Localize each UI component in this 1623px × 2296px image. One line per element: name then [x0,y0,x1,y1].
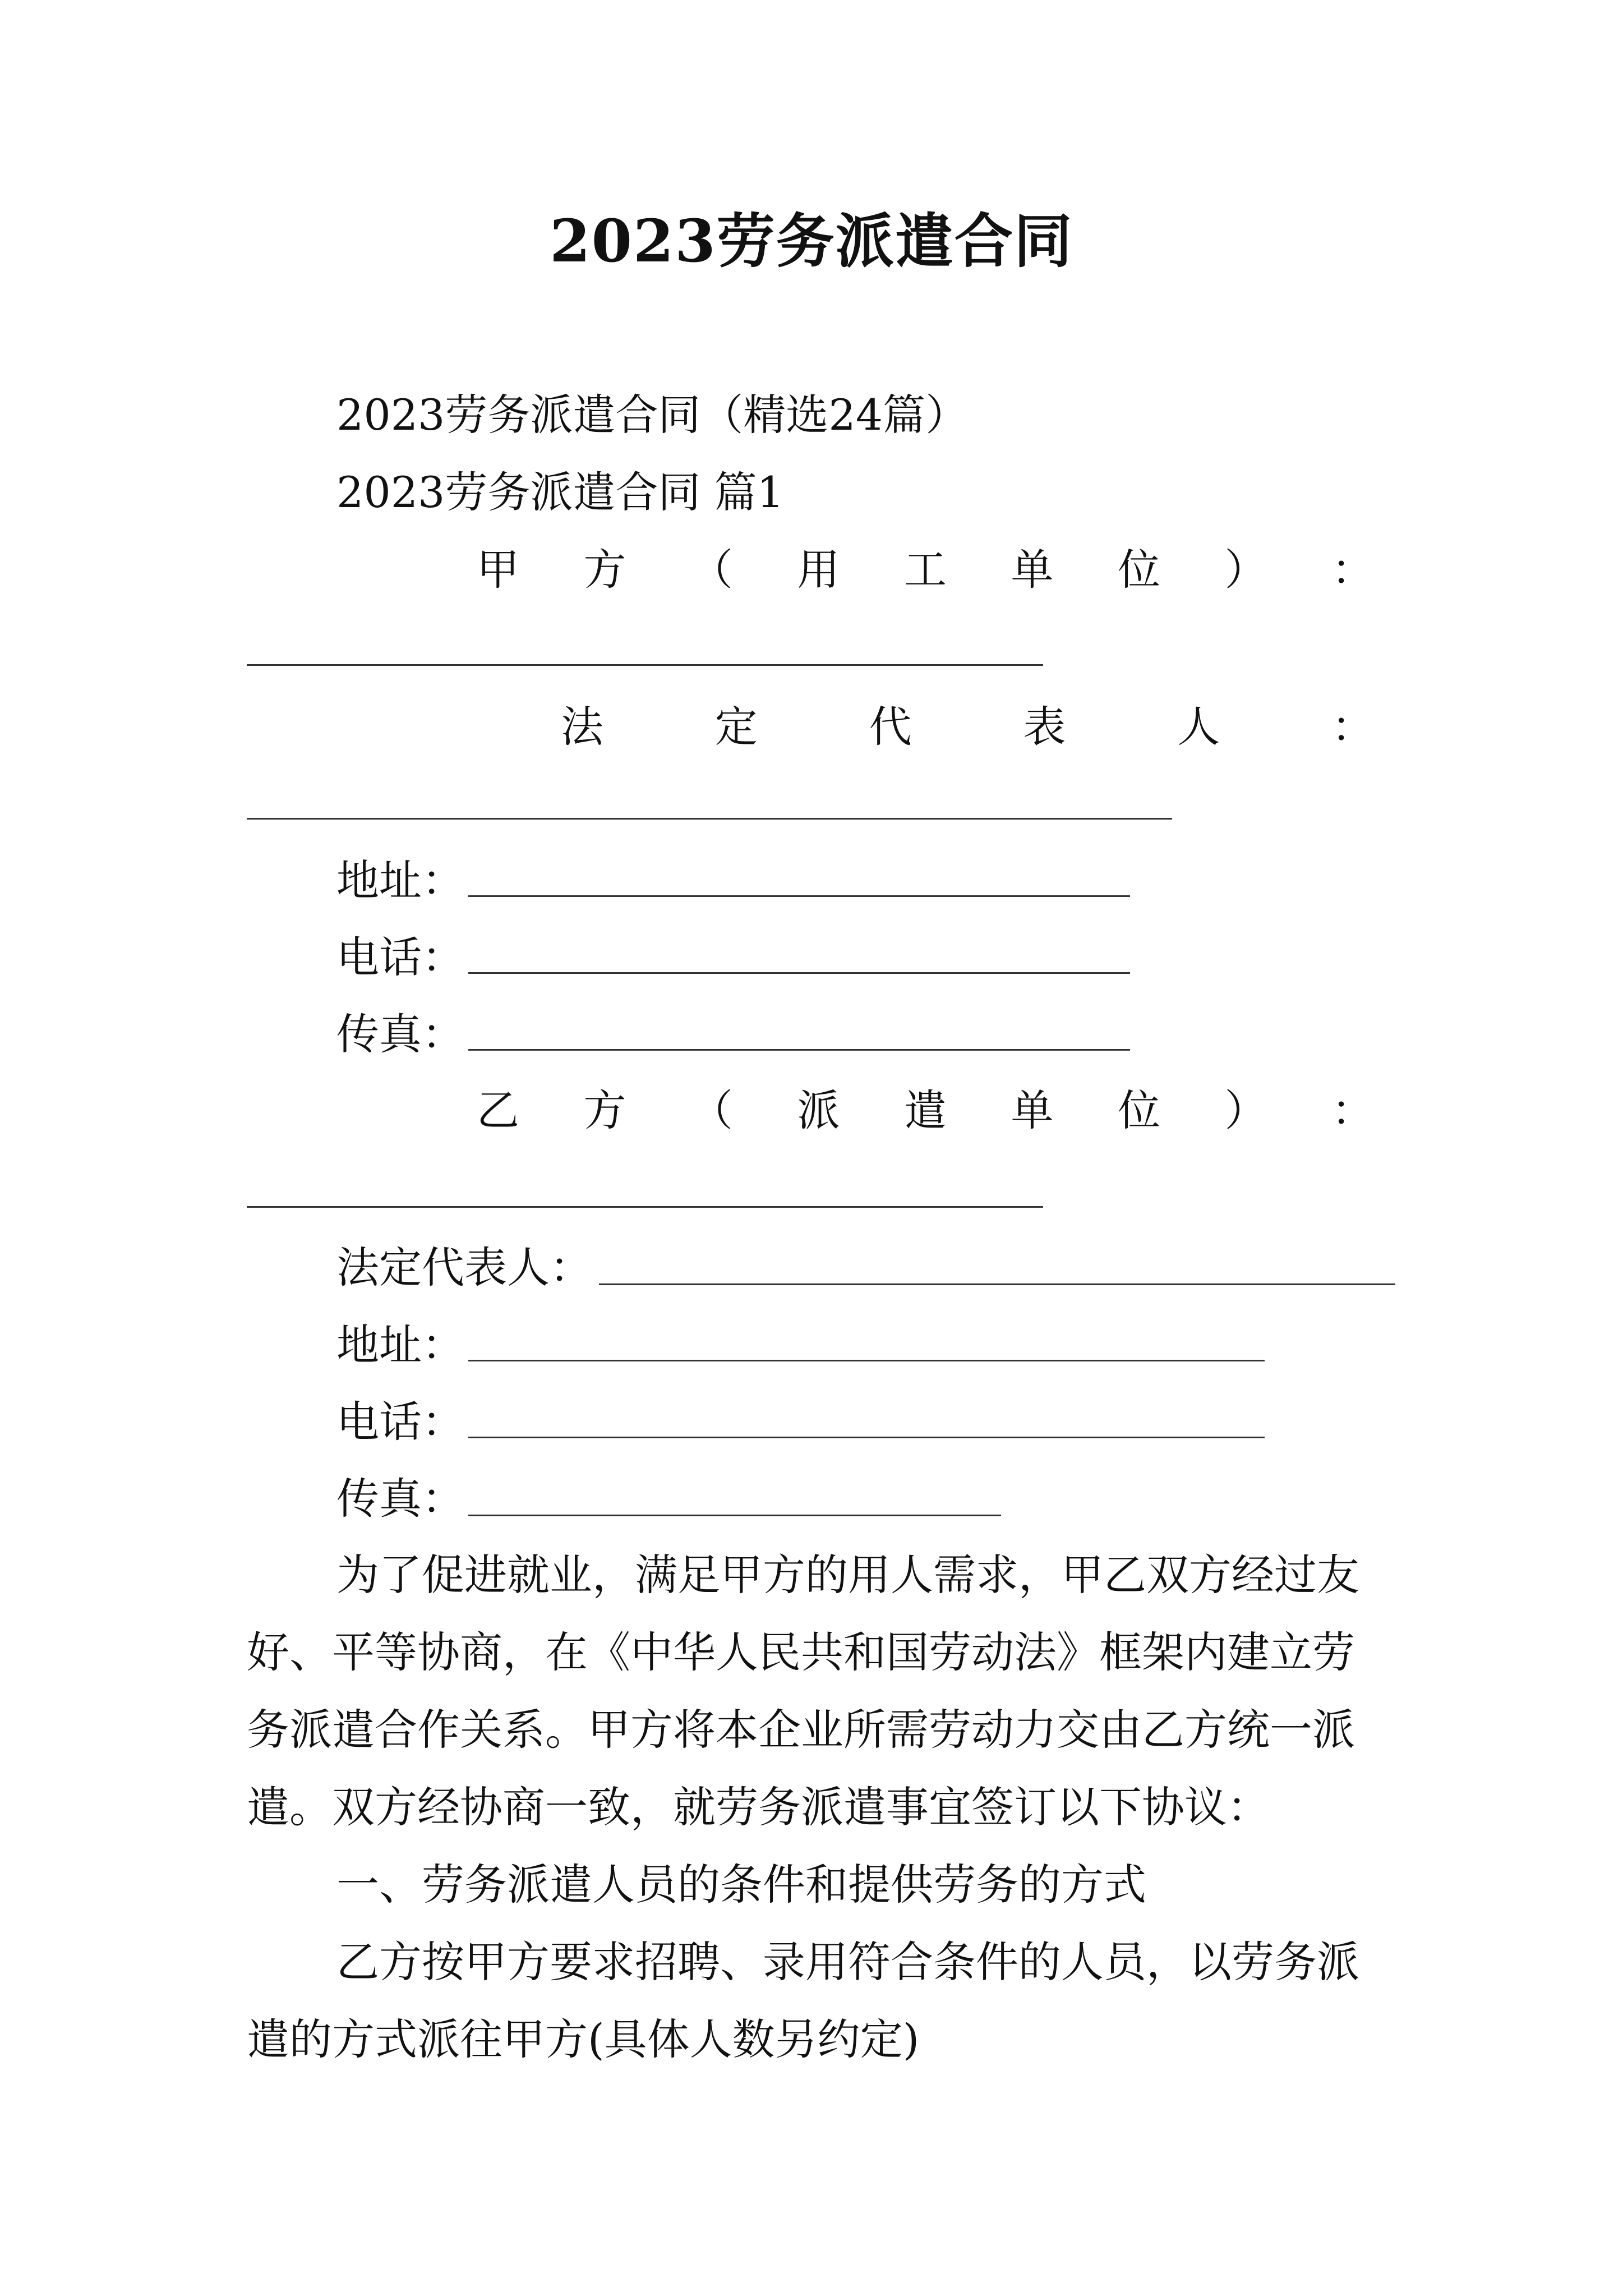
party-b-name-blank [247,1206,1043,1208]
party-a-heading-char: 位 [1118,545,1160,595]
party-a-heading-char: 用 [797,545,840,595]
party-a-heading-char: 方 [583,545,626,595]
party-b-address-label: 地址： [336,1320,464,1370]
party-a-rep-blank [247,818,1172,820]
document-subtitle: 2023劳务派遣合同（精选24篇） [336,390,969,440]
party-b-heading-char: 乙 [477,1085,519,1135]
party-b-heading-char: 单 [1011,1085,1054,1135]
party-a-rep-char: 定 [714,702,758,752]
intro-paragraph-line: 为了促进就业，满足甲方的用人需求，甲乙双方经过友 [336,1550,1359,1600]
page-title: 2023劳务派遣合同 [550,206,1073,275]
party-a-name-blank [247,664,1043,666]
party-a-heading-char: 工 [904,545,947,595]
party-b-heading-char: ： [1331,1085,1374,1135]
party-b-address-blank [468,1360,1265,1361]
party-b-heading-char: 派 [797,1085,840,1135]
party-b-heading-char: ） [1224,1085,1267,1135]
party-a-heading-char: ） [1224,545,1267,595]
party-a-phone-label: 电话： [336,932,464,982]
party-a-heading [477,542,1374,598]
section-1-heading: 一、劳务派遣人员的条件和提供劳务的方式 [336,1860,1146,1910]
party-b-fax-label: 传真： [336,1474,464,1524]
party-a-address-blank [468,895,1130,897]
party-a-fax-label: 传真： [336,1009,464,1059]
party-a-address-label: 地址： [336,855,464,905]
party-a-rep-char: ： [1331,702,1374,752]
intro-paragraph-line: 好、平等协商，在《中华人民共和国劳动法》框架内建立劳 [247,1627,1355,1677]
party-b-phone-label: 电话： [336,1397,464,1447]
party-a-rep-char: 法 [561,702,603,752]
intro-paragraph-line: 遣。双方经协商一致，就劳务派遣事宜签订以下协议： [247,1782,1270,1832]
party-b-phone-blank [468,1437,1265,1438]
party-a-phone-blank [468,972,1130,974]
party-b-rep-blank [599,1283,1395,1285]
section-1-paragraph-line: 乙方按甲方要求招聘、录用符合条件的人员，以劳务派 [336,1937,1359,1987]
party-b-fax-blank [468,1515,1001,1516]
party-a-rep-char: 人 [1177,702,1220,752]
party-a-rep-char: 表 [1023,702,1066,752]
party-a-rep-char: 代 [869,702,912,752]
intro-paragraph-line: 务派遣合作关系。甲方将本企业所需劳动力交由乙方统一派 [247,1705,1355,1755]
party-a-heading-char: 单 [1011,545,1054,595]
party-b-rep-label: 法定代表人： [336,1243,592,1292]
article-heading: 2023劳务派遣合同 篇1 [336,467,784,517]
party-a-heading-char: 甲 [477,545,519,595]
party-a-heading-char: ： [1331,545,1374,595]
party-b-heading-char: （ [690,1085,733,1135]
party-b-heading [477,1083,1374,1139]
party-a-rep-label [561,699,1374,755]
section-1-paragraph-line: 遣的方式派往甲方(具体人数另约定) [247,2014,920,2064]
party-a-fax-blank [468,1049,1130,1051]
party-b-heading-char: 遣 [904,1085,947,1135]
party-a-heading-char: （ [690,545,733,595]
party-b-heading-char: 方 [583,1085,626,1135]
party-b-heading-char: 位 [1118,1085,1160,1135]
